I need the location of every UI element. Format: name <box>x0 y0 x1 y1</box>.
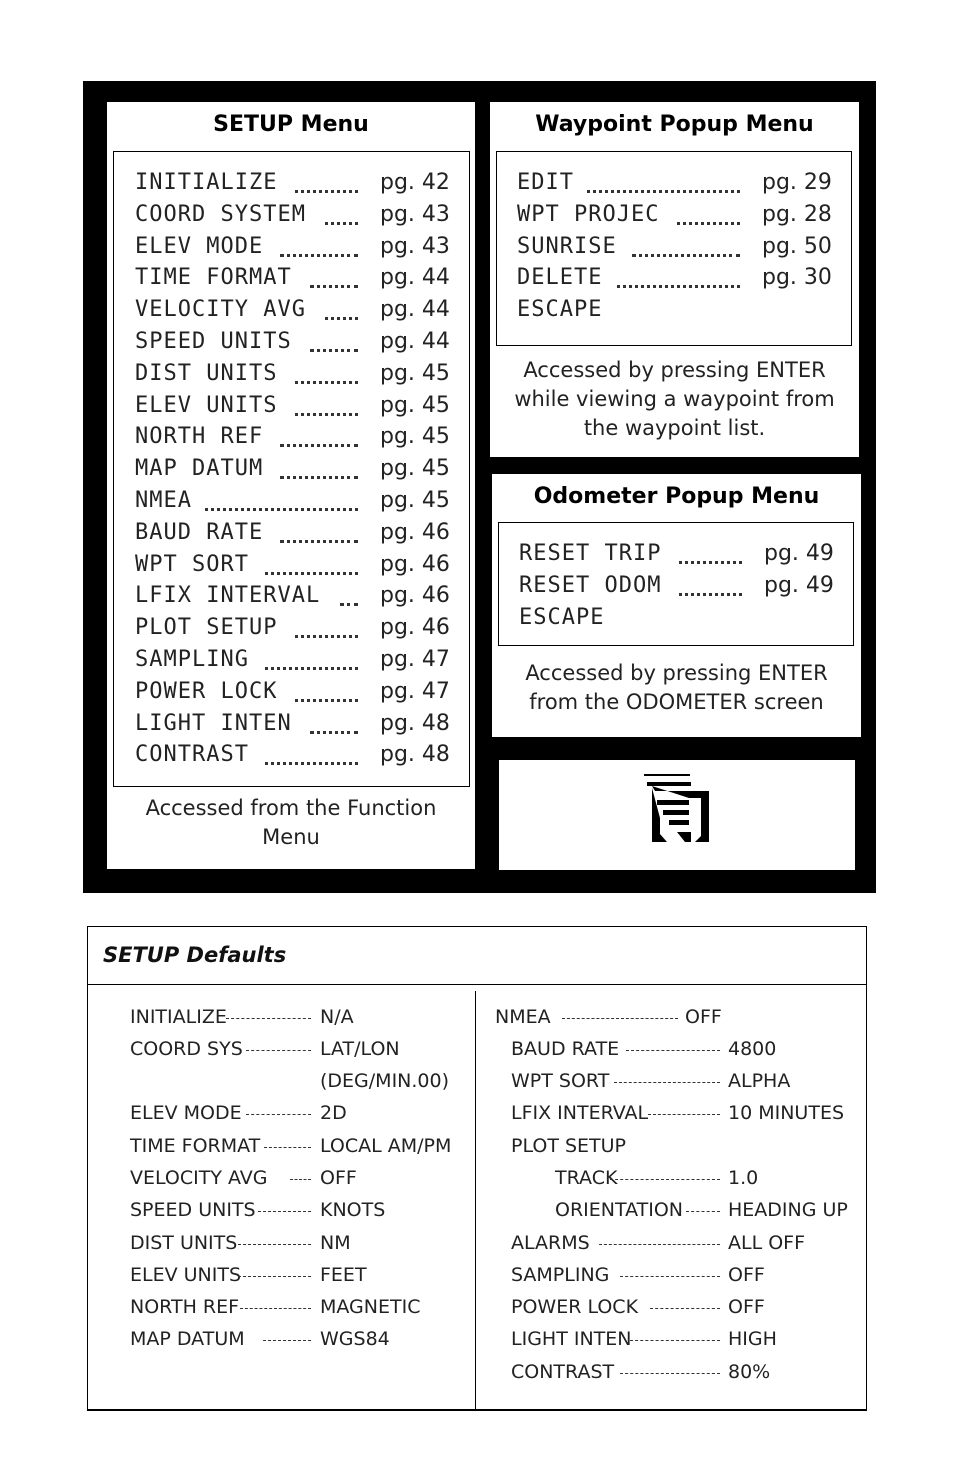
menu-item-page: pg. 44 <box>380 297 450 323</box>
menu-item-label: SUNRISE <box>517 233 617 259</box>
leader-dots <box>295 699 358 702</box>
menu-item-label: CONTRAST <box>135 742 249 768</box>
menu-item-power-lock <box>114 679 469 711</box>
menu-item-label: LIGHT INTEN <box>135 710 292 736</box>
menu-item-lfix-interval <box>114 583 469 615</box>
menu-item-delete <box>497 265 851 297</box>
menu-item-light-inten <box>114 711 469 743</box>
menu-item-page: pg. 44 <box>380 329 450 354</box>
menu-item-page: pg. 45 <box>380 392 450 418</box>
menu-item-baud-rate <box>114 520 469 552</box>
menu-item-label: LFIX INTERVAL <box>135 583 321 609</box>
menu-item-sunrise <box>497 234 851 266</box>
menu-item-page: pg. 49 <box>764 541 834 566</box>
setup-menu-panel <box>107 102 475 869</box>
menu-item-page: pg. 42 <box>380 170 450 195</box>
leader-dots <box>587 190 740 193</box>
menu-item-page: pg. 46 <box>380 583 450 609</box>
default-value: OFF <box>320 1167 357 1189</box>
menu-item-reset-odom <box>499 573 853 605</box>
menu-item-wpt-sort <box>114 552 469 584</box>
leader-dashes <box>620 1373 720 1374</box>
default-value: FEET <box>320 1264 367 1286</box>
leader-dots <box>295 635 358 638</box>
leader-dots <box>295 190 358 193</box>
default-value: NM <box>320 1232 351 1254</box>
default-row-nmea <box>88 1006 868 1036</box>
menu-item-label: ELEV UNITS <box>135 392 278 418</box>
menu-item-page: pg. 45 <box>380 488 450 513</box>
menu-item-label: NMEA <box>135 488 192 513</box>
leader-dots <box>617 285 740 288</box>
default-row-orientation <box>88 1199 868 1229</box>
menu-item-page: pg. 47 <box>380 678 450 704</box>
leader-dashes <box>650 1308 720 1309</box>
default-value: OFF <box>728 1264 765 1286</box>
menu-item-elev-mode <box>114 234 469 266</box>
menu-item-label: INITIALIZE <box>135 170 278 195</box>
default-label: BAUD RATE <box>511 1038 620 1060</box>
default-row-track <box>88 1167 868 1197</box>
leader-dots <box>295 381 358 384</box>
default-row-plot-setup <box>88 1135 868 1165</box>
default-label: SPEED UNITS <box>130 1199 256 1221</box>
menu-item-page: pg. 45 <box>380 456 450 482</box>
default-value: 4800 <box>728 1038 777 1060</box>
menu-item-label: SPEED UNITS <box>135 329 292 354</box>
default-label: SAMPLING <box>511 1264 610 1286</box>
menu-item-label: PLOT SETUP <box>135 615 278 641</box>
leader-dashes <box>614 1082 720 1083</box>
default-label: ALARMS <box>511 1232 590 1254</box>
default-value: ALPHA <box>728 1070 791 1092</box>
setup-defaults-table <box>87 926 867 1411</box>
default-value: (DEG/MIN.00) <box>320 1070 450 1092</box>
menu-item-label: EDIT <box>517 170 574 195</box>
menu-item-wpt-projec <box>497 202 851 234</box>
menu-item-label: TIME FORMAT <box>135 265 292 291</box>
default-label: LFIX INTERVAL <box>511 1102 649 1124</box>
setup-defaults-title: SETUP Defaults <box>103 943 287 967</box>
leader-dots <box>310 731 358 734</box>
default-label: ELEV MODE <box>130 1102 242 1124</box>
menu-item-edit <box>497 170 851 202</box>
default-value: 10 MINUTES <box>728 1102 845 1124</box>
menu-item-label: WPT SORT <box>135 551 249 577</box>
default-value: HIGH <box>728 1328 777 1350</box>
menu-item-page: pg. 29 <box>762 170 832 195</box>
menu-item-page: pg. 49 <box>764 572 834 598</box>
default-value: MAGNETIC <box>320 1296 421 1318</box>
menu-item-label: NORTH REF <box>135 424 264 450</box>
leader-dashes <box>630 1340 720 1341</box>
leader-dots <box>265 572 358 575</box>
default-value: KNOTS <box>320 1199 386 1221</box>
default-label: MAP DATUM <box>130 1328 245 1350</box>
default-row-light-inten <box>88 1328 868 1358</box>
odometer-menu-note: Accessed by pressing ENTER from the ODOMETER screen <box>525 661 828 714</box>
default-value: 1.0 <box>728 1167 759 1189</box>
leader-dots <box>679 593 742 596</box>
menu-item-page: pg. 28 <box>762 201 832 227</box>
odometer-menu-screen <box>498 522 854 646</box>
menu-item-label: ESCAPE <box>517 297 603 323</box>
default-label: TIME FORMAT <box>130 1135 261 1157</box>
default-value: LOCAL AM/PM <box>320 1135 452 1157</box>
menu-item-page: pg. 43 <box>380 201 450 227</box>
default-row-baud-rate <box>88 1038 868 1068</box>
menu-item-page: pg. 46 <box>380 615 450 641</box>
default-label: TRACK <box>555 1167 618 1189</box>
leader-dots <box>340 603 358 606</box>
leader-dots <box>295 413 358 416</box>
menu-item-page: pg. 44 <box>380 265 450 291</box>
menu-item-page: pg. 46 <box>380 519 450 545</box>
odometer-menu-panel <box>492 474 861 737</box>
leader-dashes <box>610 1179 720 1180</box>
menu-item-label: RESET ODOM <box>519 572 662 598</box>
menu-item-label: DELETE <box>517 265 603 291</box>
menu-item-label: POWER LOCK <box>135 678 278 704</box>
default-value: 80% <box>728 1361 771 1383</box>
default-label: NMEA <box>495 1006 551 1028</box>
default-row-sampling <box>88 1264 868 1294</box>
leader-dots <box>310 285 358 288</box>
leader-dots <box>280 444 358 447</box>
menu-item-label: MAP DATUM <box>135 456 264 482</box>
default-label: NORTH REF <box>130 1296 240 1318</box>
default-value: HEADING UP <box>728 1199 848 1221</box>
menu-item-elev-units <box>114 393 469 425</box>
menu-item-label: RESET TRIP <box>519 541 662 566</box>
menu-item-initialize <box>114 170 469 202</box>
default-value: 2D <box>320 1102 347 1124</box>
menu-item-page: pg. 48 <box>380 710 450 736</box>
menu-item-time-format <box>114 265 469 297</box>
waypoint-menu-title: Waypoint Popup Menu <box>535 112 814 137</box>
menu-item-label: ELEV MODE <box>135 233 264 259</box>
leader-dashes <box>648 1114 720 1115</box>
menu-item-sampling <box>114 647 469 679</box>
default-row-wpt-sort <box>88 1070 868 1100</box>
default-row-lfix-interval <box>88 1102 868 1132</box>
leader-dashes <box>599 1244 720 1245</box>
default-label: PLOT SETUP <box>511 1135 627 1157</box>
menu-item-page: pg. 45 <box>380 360 450 386</box>
default-value: ALL OFF <box>728 1232 806 1254</box>
menu-item-escape <box>499 605 853 637</box>
default-value: OFF <box>685 1006 722 1028</box>
leader-dots <box>310 349 358 352</box>
menu-item-page: pg. 45 <box>380 424 450 450</box>
menu-item-label: COORD SYSTEM <box>135 201 306 227</box>
menu-item-page: pg. 46 <box>380 551 450 577</box>
default-label: WPT SORT <box>511 1070 610 1092</box>
menu-item-plot-setup <box>114 615 469 647</box>
setup-menu-note: Accessed from the Function Menu <box>145 796 437 849</box>
leader-dots <box>677 222 740 225</box>
default-label: POWER LOCK <box>511 1296 639 1318</box>
waypoint-menu-note: Accessed by pressing ENTER while viewing a waypoint from the waypoint list. <box>514 358 835 440</box>
menu-item-label: BAUD RATE <box>135 519 264 545</box>
brand-logo-icon <box>499 760 855 870</box>
menu-item-label: VELOCITY AVG <box>135 297 306 323</box>
leader-dots <box>632 254 740 257</box>
menu-item-label: WPT PROJEC <box>517 201 660 227</box>
leader-dashes <box>686 1211 720 1212</box>
menu-item-label: DIST UNITS <box>135 360 278 386</box>
logo-panel <box>499 760 855 870</box>
menu-item-page: pg. 30 <box>762 265 832 291</box>
default-row-power-lock <box>88 1296 868 1326</box>
leader-dots <box>280 254 358 257</box>
default-row-contrast <box>88 1361 868 1391</box>
menu-item-escape <box>497 297 851 329</box>
default-label: VELOCITY AVG <box>130 1167 268 1189</box>
default-row-alarms <box>88 1232 868 1262</box>
leader-dots <box>205 508 358 511</box>
default-label: LIGHT INTEN <box>511 1328 632 1350</box>
leader-dots <box>325 317 358 320</box>
leader-dashes <box>626 1050 720 1051</box>
leader-dots <box>265 762 358 765</box>
leader-dots <box>325 222 358 225</box>
menu-item-page: pg. 48 <box>380 742 450 768</box>
waypoint-menu-screen <box>496 151 852 346</box>
menu-item-label: ESCAPE <box>519 604 605 630</box>
odometer-menu-title: Odometer Popup Menu <box>533 484 820 509</box>
default-label: CONTRAST <box>511 1361 615 1383</box>
menu-item-page: pg. 43 <box>380 233 450 259</box>
menu-item-velocity-avg <box>114 297 469 329</box>
waypoint-menu-panel <box>490 102 859 457</box>
setup-menu-screen <box>113 151 470 787</box>
leader-dots <box>265 667 358 670</box>
default-label: DIST UNITS <box>130 1232 238 1254</box>
leader-dashes <box>620 1276 720 1277</box>
menu-item-page: pg. 47 <box>380 647 450 672</box>
leader-dots <box>280 540 358 543</box>
menu-item-coord-system <box>114 202 469 234</box>
leader-dots <box>679 561 742 564</box>
default-label: INITIALIZE <box>130 1006 227 1028</box>
setup-menu-title: SETUP Menu <box>213 112 369 137</box>
default-value: OFF <box>728 1296 765 1318</box>
default-label: COORD SYS <box>130 1038 243 1060</box>
default-value: N/A <box>320 1006 354 1028</box>
menu-item-page: pg. 50 <box>762 233 832 259</box>
menu-item-contrast <box>114 742 469 774</box>
menu-item-reset-trip <box>499 541 853 573</box>
menu-item-north-ref <box>114 424 469 456</box>
leader-dashes <box>562 1018 678 1019</box>
default-label: ORIENTATION <box>555 1199 684 1221</box>
default-value: WGS84 <box>320 1328 390 1350</box>
leader-dots <box>280 476 358 479</box>
menu-item-map-datum <box>114 456 469 488</box>
menu-item-label: SAMPLING <box>135 647 249 672</box>
default-value: LAT/LON <box>320 1038 400 1060</box>
default-label: ELEV UNITS <box>130 1264 242 1286</box>
defaults-header-divider <box>88 984 866 985</box>
menu-item-speed-units <box>114 329 469 361</box>
menu-item-dist-units <box>114 361 469 393</box>
menu-item-nmea <box>114 488 469 520</box>
